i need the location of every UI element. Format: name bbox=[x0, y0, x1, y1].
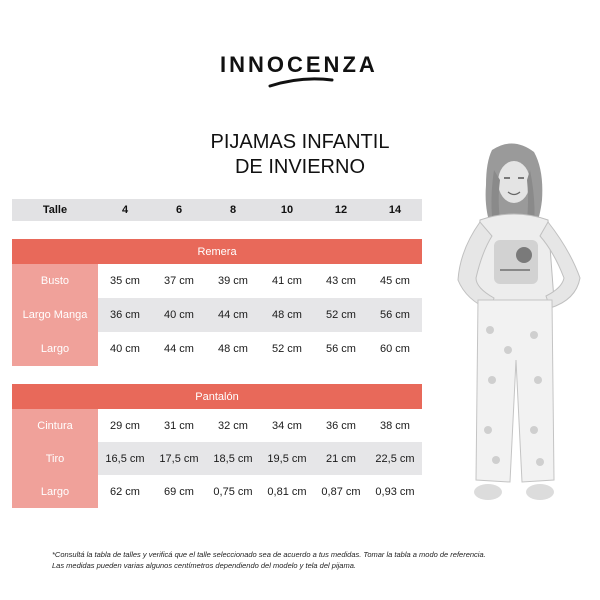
brand-logo-text: INNOCENZA bbox=[220, 52, 378, 77]
page-title bbox=[150, 130, 450, 180]
model-photo bbox=[430, 140, 595, 530]
table-cell: 52 cm bbox=[260, 332, 314, 366]
size-header-cell: 10 bbox=[260, 199, 314, 221]
table-cell: 0,93 cm bbox=[368, 475, 422, 508]
table-cell: 36 cm bbox=[98, 298, 152, 332]
section-title: Pantalón bbox=[12, 384, 422, 409]
table-row bbox=[12, 332, 422, 366]
size-header-row bbox=[12, 199, 422, 221]
table-cell: 60 cm bbox=[368, 332, 422, 366]
table-cell: 44 cm bbox=[152, 332, 206, 366]
footnote-line-1: *Consultá la tabla de talles y verificá que el talle seleccionado sea de acuerdo a tus medidas. Tomar la tabla a modo de referencia. bbox=[52, 550, 486, 559]
table-cell: 45 cm bbox=[368, 264, 422, 298]
table-cell: 52 cm bbox=[314, 298, 368, 332]
table-cell: 21 cm bbox=[314, 442, 368, 475]
table-cell: 0,87 cm bbox=[314, 475, 368, 508]
table-cell: 40 cm bbox=[98, 332, 152, 366]
size-header-label: Talle bbox=[12, 199, 98, 221]
size-header-cell: 12 bbox=[314, 199, 368, 221]
row-label: Busto bbox=[12, 264, 98, 298]
table-cell: 41 cm bbox=[260, 264, 314, 298]
table-cell: 0,75 cm bbox=[206, 475, 260, 508]
size-header-cell: 6 bbox=[152, 199, 206, 221]
size-header-cell: 8 bbox=[206, 199, 260, 221]
brand-logo bbox=[220, 52, 384, 94]
section-header-pantalon bbox=[12, 384, 422, 409]
table-cell: 56 cm bbox=[314, 332, 368, 366]
table-cell: 62 cm bbox=[98, 475, 152, 508]
size-chart-table bbox=[12, 199, 422, 508]
table-cell: 38 cm bbox=[368, 409, 422, 442]
size-header-cell: 14 bbox=[368, 199, 422, 221]
table-cell: 29 cm bbox=[98, 409, 152, 442]
table-cell: 19,5 cm bbox=[260, 442, 314, 475]
size-header-cell: 4 bbox=[98, 199, 152, 221]
table-row bbox=[12, 264, 422, 298]
table-cell: 69 cm bbox=[152, 475, 206, 508]
table-cell: 0,81 cm bbox=[260, 475, 314, 508]
table-row bbox=[12, 475, 422, 508]
footnote bbox=[52, 549, 582, 571]
table-row bbox=[12, 409, 422, 442]
table-cell: 35 cm bbox=[98, 264, 152, 298]
logo-swoosh-icon bbox=[266, 72, 336, 94]
table-cell: 40 cm bbox=[152, 298, 206, 332]
table-row bbox=[12, 298, 422, 332]
table-cell: 31 cm bbox=[152, 409, 206, 442]
title-line-2: DE INVIERNO bbox=[234, 156, 366, 178]
footnote-line-2: Las medidas pueden varias algunos centímetros dependiendo del modelo y tela del pijama. bbox=[52, 561, 356, 570]
table-cell: 39 cm bbox=[206, 264, 260, 298]
row-label: Largo Manga bbox=[12, 298, 98, 332]
table-cell: 17,5 cm bbox=[152, 442, 206, 475]
section-header-remera bbox=[12, 239, 422, 264]
table-cell: 16,5 cm bbox=[98, 442, 152, 475]
table-cell: 48 cm bbox=[206, 332, 260, 366]
table-cell: 48 cm bbox=[260, 298, 314, 332]
table-cell: 43 cm bbox=[314, 264, 368, 298]
table-cell: 37 cm bbox=[152, 264, 206, 298]
section-title: Remera bbox=[12, 239, 422, 264]
table-cell: 36 cm bbox=[314, 409, 368, 442]
table-cell: 18,5 cm bbox=[206, 442, 260, 475]
row-label: Tiro bbox=[12, 442, 98, 475]
table-cell: 34 cm bbox=[260, 409, 314, 442]
row-label: Largo bbox=[12, 475, 98, 508]
row-label: Largo bbox=[12, 332, 98, 366]
table-cell: 44 cm bbox=[206, 298, 260, 332]
table-cell: 56 cm bbox=[368, 298, 422, 332]
row-label: Cintura bbox=[12, 409, 98, 442]
table-cell: 32 cm bbox=[206, 409, 260, 442]
table-cell: 22,5 cm bbox=[368, 442, 422, 475]
title-line-1: PIJAMAS INFANTIL bbox=[210, 131, 390, 153]
table-row bbox=[12, 442, 422, 475]
